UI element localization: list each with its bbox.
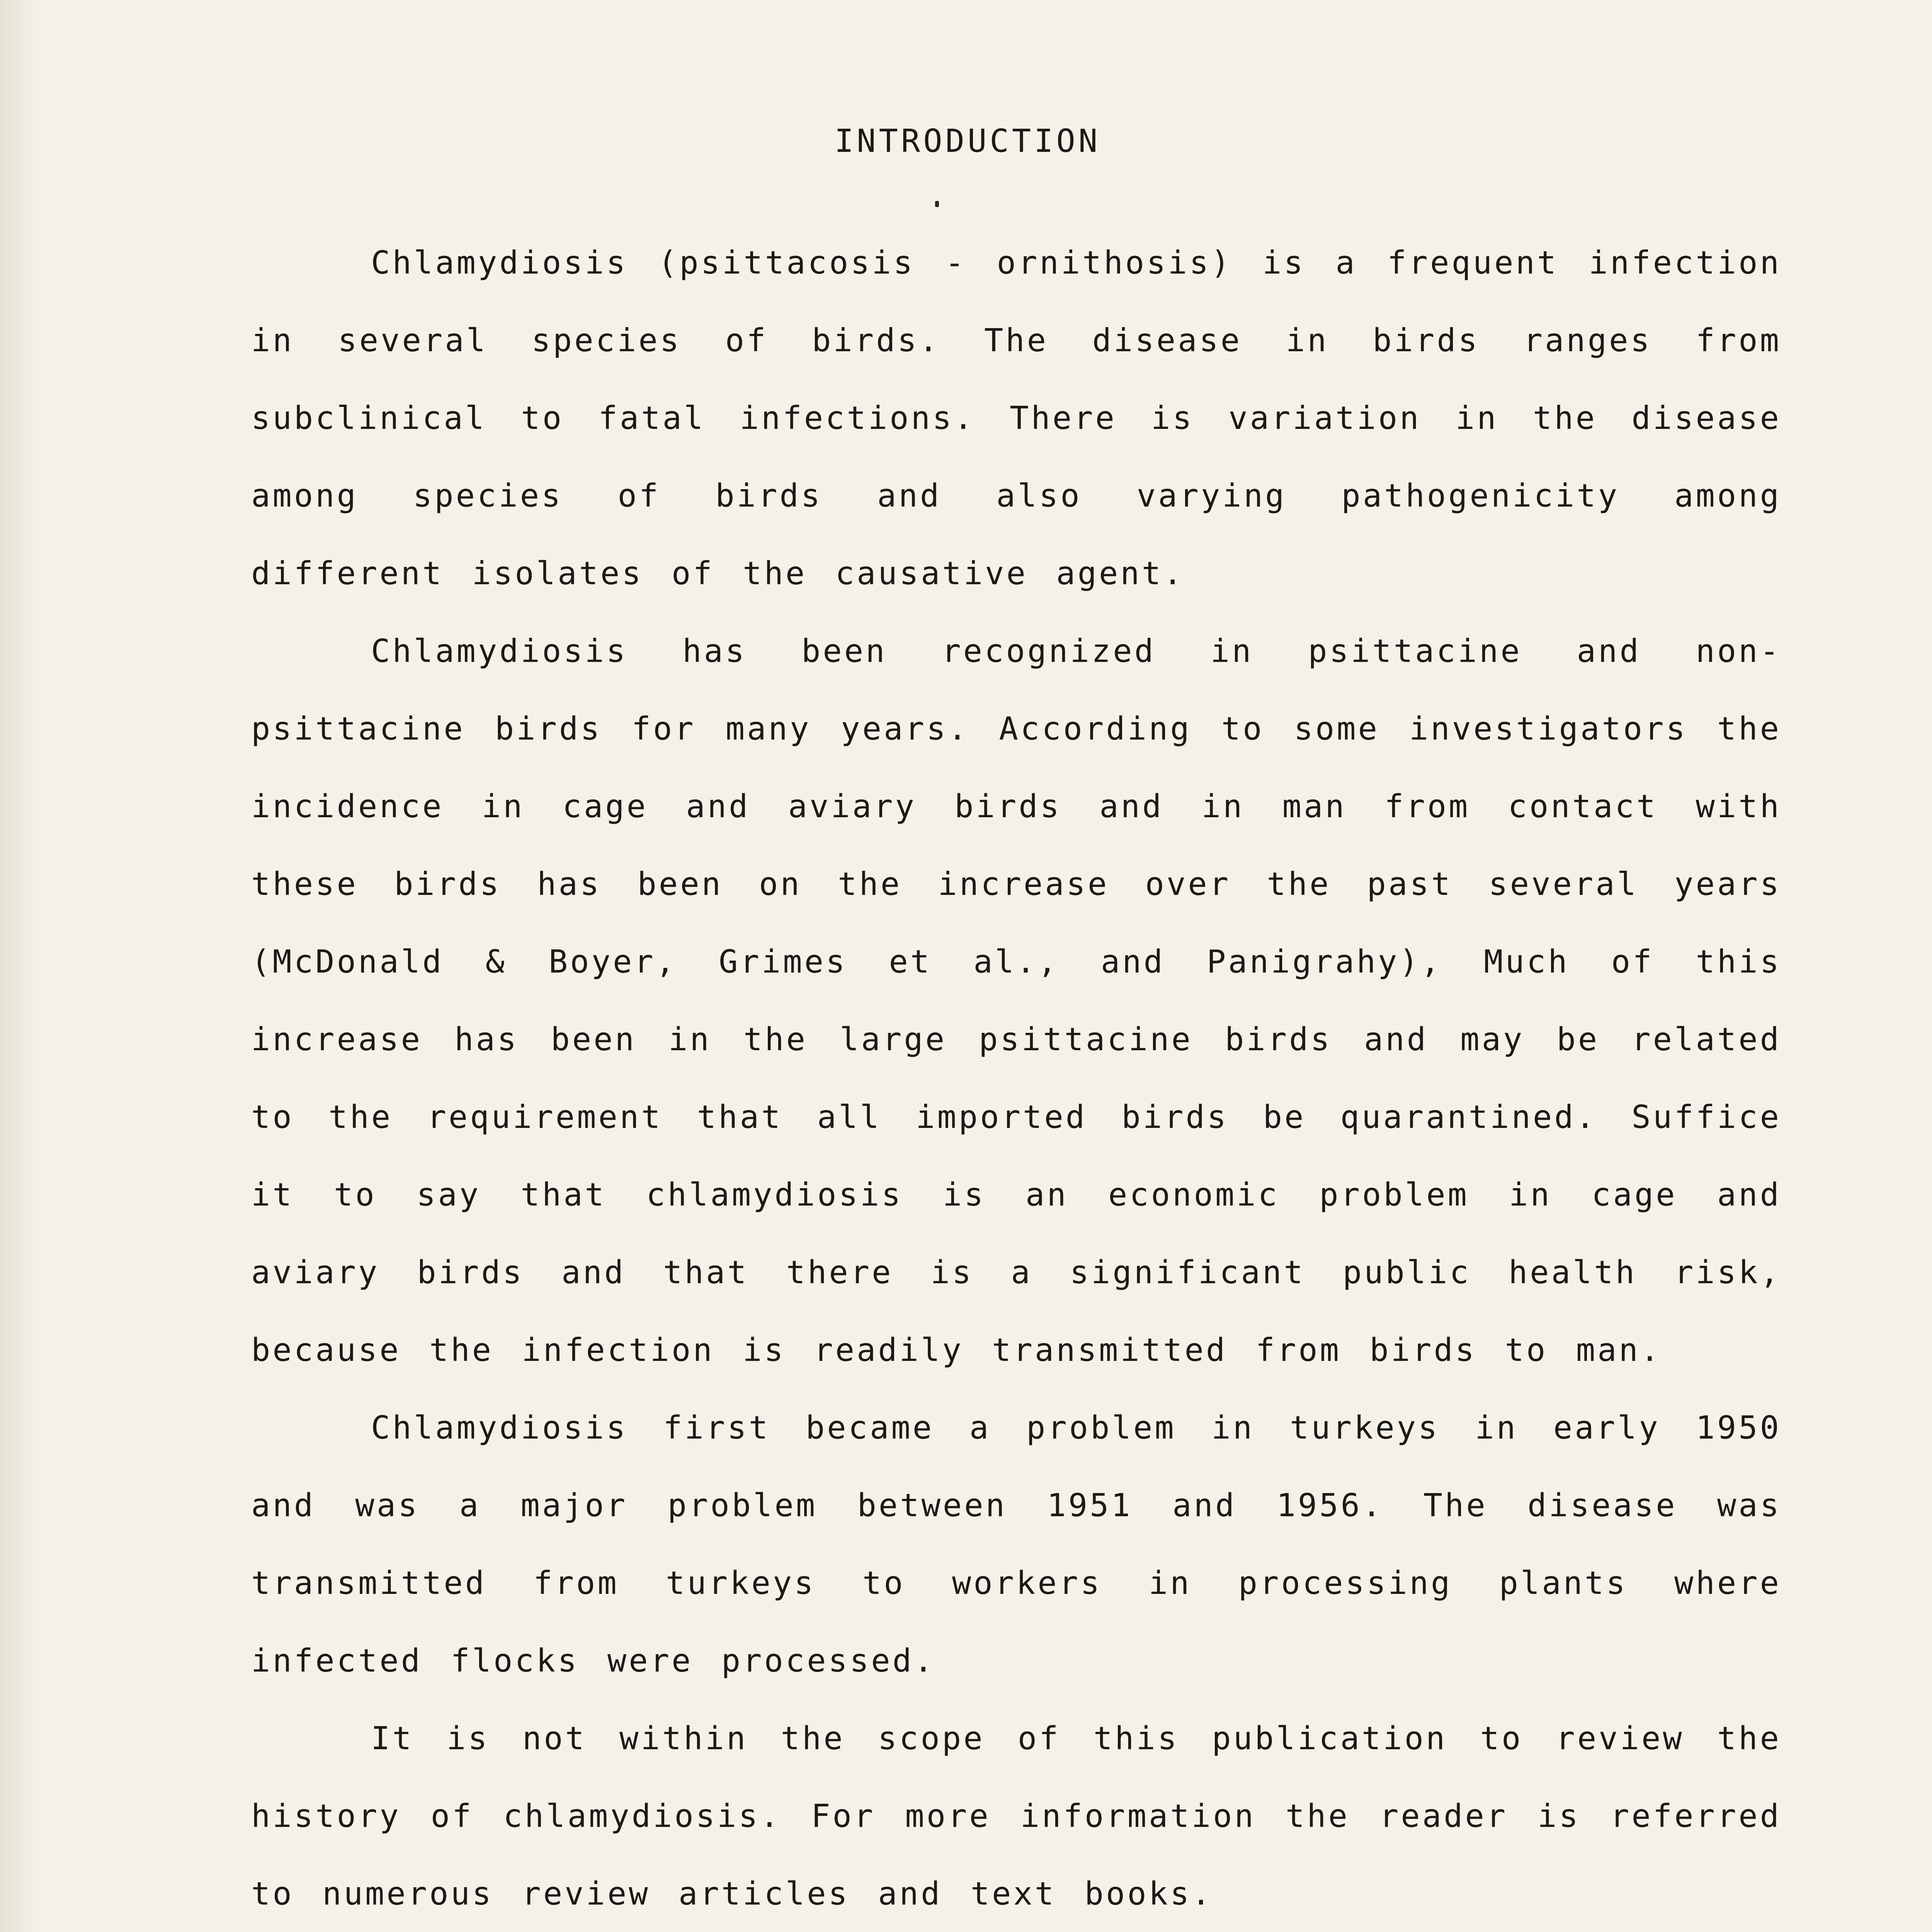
- ink-speck: [935, 201, 939, 207]
- body-text: [251, 224, 1781, 1932]
- page-title: INTRODUCTION: [834, 123, 1101, 160]
- paragraph-3: Chlamydiosis first became a problem in turkeys in early 1950 and was a major problem between 1951 and 1956. The disease was transmitted from turkeys to workers in processing plants where infected flocks were processed.: [251, 1410, 1781, 1679]
- paragraph-1: Chlamydiosis (psittacosis - ornithosis) is a frequent infection in several species of birds. The disease in birds ranges from subclinical to fatal infections. There is variation in the disease among species of birds and also varying pathogenicity among different isolates of the causative agent.: [251, 245, 1781, 592]
- paragraph-4: It is not within the scope of this publication to review the history of chlamydiosis. For more information the reader is referred to numerous review articles and text books.: [251, 1720, 1781, 1912]
- paragraph-2: Chlamydiosis has been recognized in psittacine and non-psittacine birds for many years. According to some investigators the incidence in cage and aviary birds and in man from contact with these birds has been on the increase over the past several years (McDonald & Boyer, Grimes et al., and Panigrahy), Much of this increase has been in the large psittacine birds and may be related to the requirement that all imported birds be quarantined. Suffice it to say that chlamydiosis is an economic problem in cage and aviary birds and that there is a significant public health risk, because the infection is readily transmitted from birds to man.: [251, 633, 1781, 1369]
- binding-shadow: [0, 0, 43, 1932]
